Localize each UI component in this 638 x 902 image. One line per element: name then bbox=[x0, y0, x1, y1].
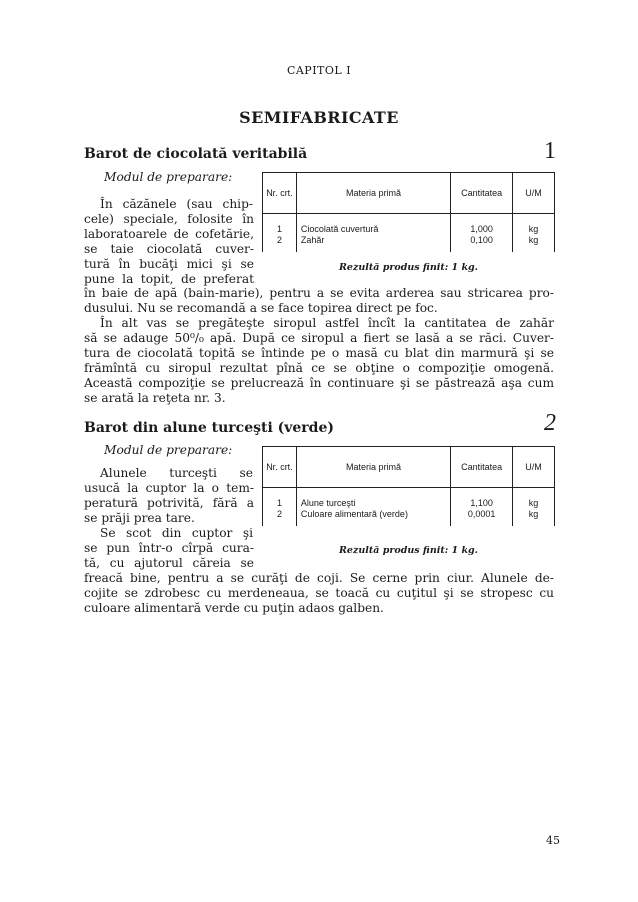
recipe-1-result: Rezultă produs finit: 1 kg. bbox=[339, 262, 478, 273]
cell-um: kg bbox=[513, 488, 555, 510]
recipe-2-text-line: cojite se zdrobesc cu merdeneaua, se toacă cu cuţitul şi se stropesc cu bbox=[84, 586, 554, 600]
table-row bbox=[263, 235, 555, 252]
recipe-1-ingredients-table bbox=[262, 172, 555, 252]
recipe-1-text-line: tură în bucăţi mici şi se bbox=[84, 257, 254, 271]
cell-um: kg bbox=[513, 214, 555, 236]
cell-item: Culoare alimentară (verde) bbox=[296, 509, 450, 526]
recipe-2-method-label: Modul de preparare: bbox=[104, 443, 233, 457]
table-row bbox=[263, 488, 555, 510]
recipe-1-text-line: să se adauge 50⁰/₀ apă. După ce siropul a fiert se lasă a se răci. Cuver- bbox=[84, 331, 554, 345]
recipe-1-text-line: În căzănele (sau chip- bbox=[100, 197, 253, 211]
recipe-1-text-line: pune la topit, de preferat bbox=[84, 272, 254, 286]
recipe-2-text-line: se prăji prea tare. bbox=[84, 511, 195, 525]
table-row bbox=[263, 509, 555, 526]
cell-qty: 0,100 bbox=[451, 235, 513, 252]
chapter-heading: CAPITOL I bbox=[286, 64, 352, 77]
recipe-1-text-line: dusului. Nu se recomandă a se face topirea direct pe foc. bbox=[84, 301, 438, 315]
col-header-um: U/M bbox=[513, 173, 555, 214]
recipe-1-text-line: se taie ciocolată cuver- bbox=[84, 242, 254, 256]
recipe-1-method-label: Modul de preparare: bbox=[104, 170, 233, 184]
recipe-2-ingredients-table bbox=[262, 446, 555, 526]
recipe-2-text-line: peratură potrivită, fără a bbox=[84, 496, 254, 510]
recipe-2-result: Rezultă produs finit: 1 kg. bbox=[339, 545, 478, 556]
cell-qty: 1,100 bbox=[451, 488, 513, 510]
cell-item: Ciocolată cuvertură bbox=[296, 214, 450, 236]
col-header-nr: Nr. crt. bbox=[263, 447, 297, 488]
cell-nr: 2 bbox=[263, 509, 297, 526]
cell-qty: 1,000 bbox=[451, 214, 513, 236]
recipe-2-text-line: culoare alimentară verde cu puţin adaos galben. bbox=[84, 601, 384, 615]
cell-nr: 1 bbox=[263, 214, 297, 236]
cell-nr: 1 bbox=[263, 488, 297, 510]
section-title: SEMIFABRICATE bbox=[239, 108, 399, 127]
cell-um: kg bbox=[513, 235, 555, 252]
col-header-nr: Nr. crt. bbox=[263, 173, 297, 214]
col-header-item: Materia primă bbox=[296, 173, 450, 214]
cell-item: Zahăr bbox=[296, 235, 450, 252]
recipe-1-text-line: în baie de apă (bain-marie), pentru a se evita arderea sau stricarea pro- bbox=[84, 286, 554, 300]
recipe-1-number: 1 bbox=[544, 138, 556, 164]
cell-nr: 2 bbox=[263, 235, 297, 252]
recipe-1-text-line: În alt vas se pregăteşte siropul astfel încît la cantitatea de zahăr bbox=[100, 316, 554, 330]
cell-item: Alune turceşti bbox=[296, 488, 450, 510]
table-row bbox=[263, 214, 555, 236]
recipe-2-text-line: Se scot din cuptor şi bbox=[100, 526, 253, 540]
page-number: 45 bbox=[546, 834, 560, 847]
col-header-qty: Cantitatea bbox=[451, 173, 513, 214]
recipe-2-number: 2 bbox=[544, 410, 556, 436]
recipe-1-text-line: se arată la reţeta nr. 3. bbox=[84, 391, 226, 405]
col-header-item: Materia primă bbox=[296, 447, 450, 488]
recipe-2-text-line: freacă bine, pentru a se curăţi de coji. Se cerne prin ciur. Alunele de- bbox=[84, 571, 554, 585]
recipe-2-text-line: se pun într-o cîrpă cura- bbox=[84, 541, 254, 555]
recipe-1-text-line: tura de ciocolată topită se întinde pe o masă cu blat din marmură şi se bbox=[84, 346, 554, 360]
recipe-1-text-line: Această compoziţie se prelucrează în continuare şi se păstrează aşa cum bbox=[84, 376, 554, 390]
recipe-1-text-line: frămîntă cu siropul rezultat pînă ce se obţine o compoziţie omogenă. bbox=[84, 361, 554, 375]
recipe-1-text-line: laboratoarele de cofetărie, bbox=[84, 227, 254, 241]
cell-qty: 0,0001 bbox=[451, 509, 513, 526]
recipe-2-text-line: usucă la cuptor la o tem- bbox=[84, 481, 254, 495]
cell-um: kg bbox=[513, 509, 555, 526]
col-header-qty: Cantitatea bbox=[451, 447, 513, 488]
recipe-1-title: Barot de ciocolată veritabilă bbox=[84, 146, 308, 162]
recipe-2-text-line: Alunele turceşti se bbox=[100, 466, 253, 480]
recipe-2-text-line: tă, cu ajutorul căreia se bbox=[84, 556, 254, 570]
recipe-2-title: Barot din alune turceşti (verde) bbox=[84, 420, 335, 436]
col-header-um: U/M bbox=[513, 447, 555, 488]
recipe-1-text-line: cele) speciale, folosite în bbox=[84, 212, 254, 226]
